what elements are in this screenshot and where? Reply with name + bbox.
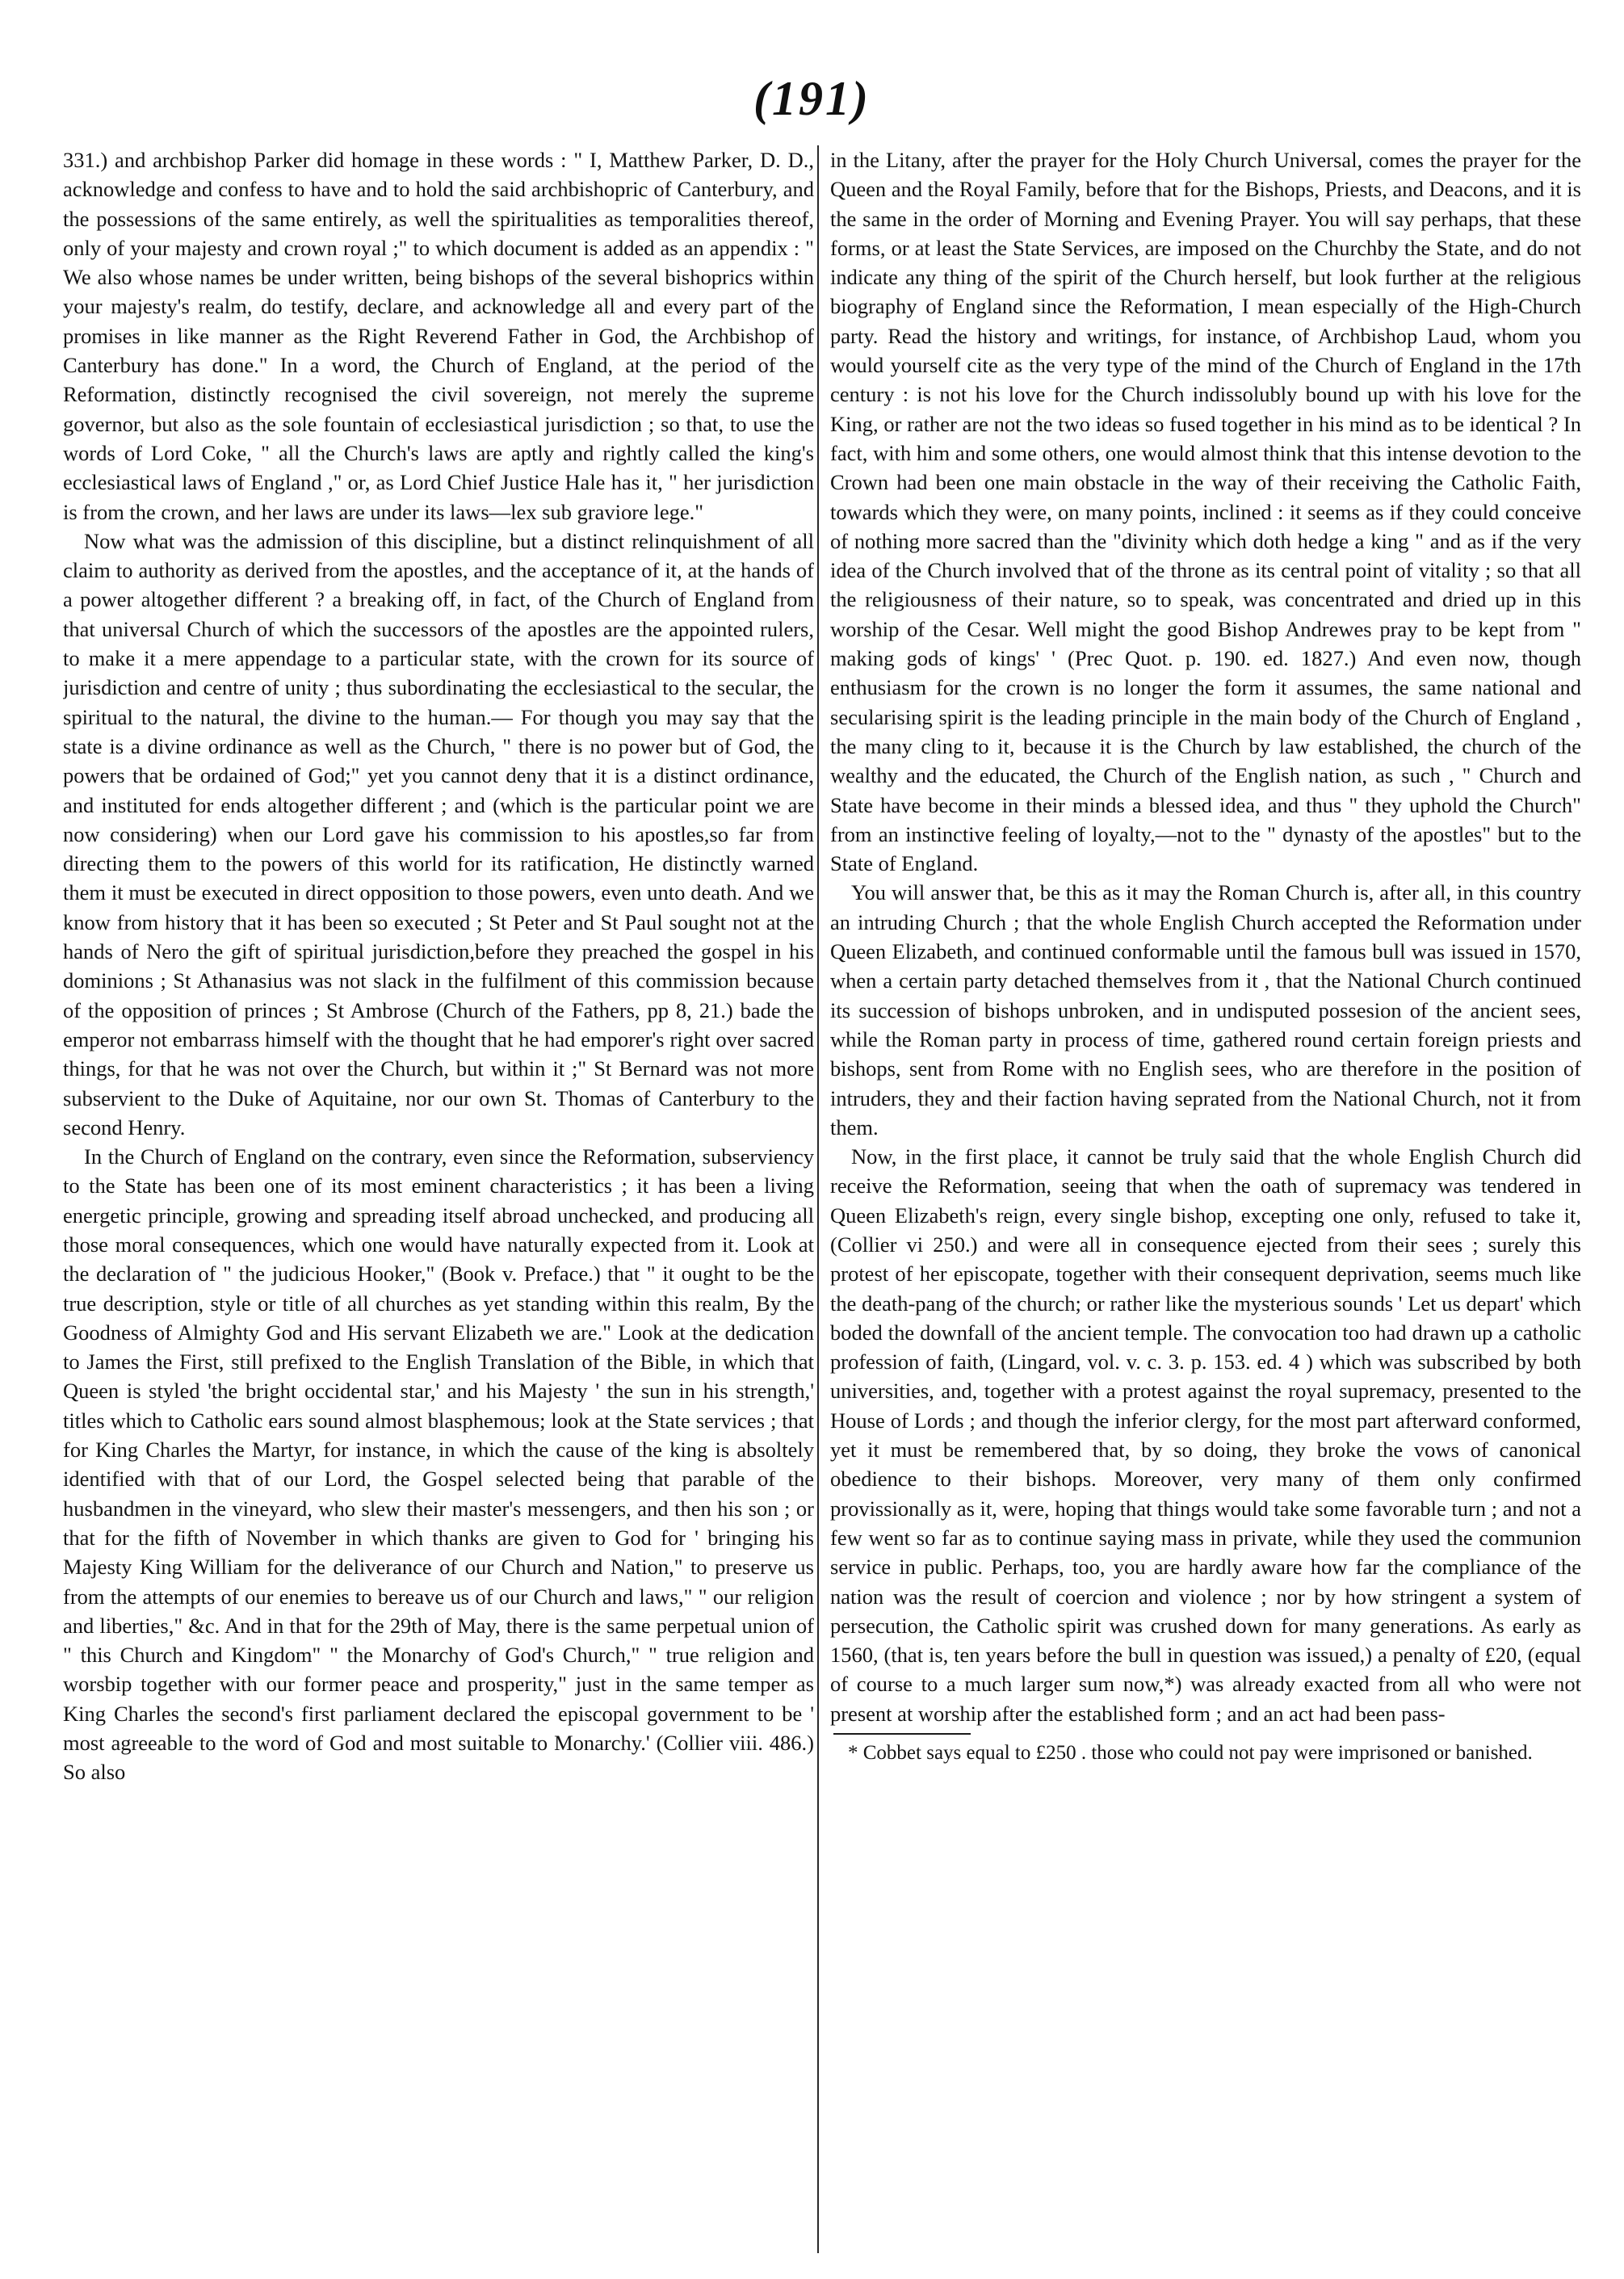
- footnote: * Cobbet says equal to £250 . those who could not pay were imprisoned or banished.: [848, 1742, 1533, 1765]
- right-paragraph-3: Now, in the first place, it cannot be truly said that the whole English Church did receive the Reformation, seeing that when the oath of supremacy was tendered in Queen Elizabeth's reign, every single bishop, excepting one only, refused to take it, (Collier vi 250.) and were all in consequence ejected from their sees ; surely this protest of her episcopate, together with their consequent deprivation, seems much like the death-pang of the church; or rather like the mysterious sounds ' Let us depart' which boded the downfall of the ancient temple. The convocation too had drawn up a catholic profession of faith, (Lingard, vol. v. c. 3. p. 153. ed. 4 ) which was subscribed by both universities, and, together with a protest against the royal supremacy, presented to the House of Lords ; and though the inferior clergy, for the most part afterward conformed, yet it must be remembered that, by so doing, they broke the vows of canonical obedience to their bishops. Moreover, very many of them only confirmed provissionally as it, were, hoping that things would take some favorable turn ; and not a few went so far as to continue saying mass in private, while they used the communion service in public. Perhaps, too, you are hardly aware how far the compliance of the nation was the result of coercion and violence ; nor by how stringent a system of persecution, the Catholic spirit was crushed down for many generations. As early as 1560, (that is, ten years before the bull in question was issued,) a penalty of £20, (equal of course to a much larger sum now,*) was already exacted from all who were not present at worship after the established form ; and an act had been pass-: [830, 1144, 1581, 1726]
- column-divider: [817, 145, 819, 2253]
- footnote-rule: [833, 1733, 971, 1735]
- left-paragraph-3: In the Church of England on the contrary, even since the Reformation, subserviency to the State has been one of its most eminent characteristics ; it has been a living energetic principle, growing and spreading itself abroad unchecked, and producing all those moral consequences, which one would have naturally expected from it. Look at the declaration of " the judicious Hooker," (Book v. Preface.) that " it ought to be the true description, style or title of all churches as yet standing within this realm, By the Goodness of Almighty God and His servant Elizabeth we are." Look at the dedication to James the First, still prefixed to the English Translation of the Bible, in which that Queen is styled 'the bright occidental star,' and his Majesty ' the sun in his strength,' titles which to Catholic ears sound almost blasphemous; look at the State services ; that for King Charles the Martyr, for instance, in which the cause of the king is absoltely identified with that of our Lord, the Gospel selected being that parable of the husbandmen in the vineyard, who slew their master's messengers, and then his son ; or that for the fifth of November in which thanks are given to God for ' bringing his Majesty King William for the deliverance of our Church and Nation," to preserve us from the attempts of our enemies to bereave us of our Church and laws," " our religion and liberties," &c. And in that for the 29th of May, there is the same perpetual union of " this Church and Kingdom" " the Monarchy of God's Church," " true religion and worsbip together with our former peace and prosperity," just in the same temper as King Charles the second's first parliament declared the episcopal government to be ' most agreeable to the word of God and most suitable to Monarchy.' (Collier viii. 486.) So also: [63, 1144, 814, 1785]
- left-column: [63, 145, 814, 2253]
- right-paragraph-1: in the Litany, after the prayer for the Holy Church Universal, comes the prayer for the Queen and the Royal Family, before that for the Bishops, Priests, and Deacons, and it is the same in the order of Morning and Evening Prayer. You will say perhaps, that these forms, or at least the State Services, are imposed on the Churchby the State, and do not indicate any thing of the spirit of the Church herself, but look further at the religious biography of England since the Reformation, I mean especially of the High-Church party. Read the history and writings, for instance, of Archbishop Laud, whom you would yourself cite as the very type of the mind of the Church of England in the 17th century : is not his love for the Church indissolubly bound up with his love for the King, or rather are not the two ideas so fused together in his mind as to be identical ? In fact, with him and some others, one would almost think that this intense devotion to the Crown had been one main obstacle in the way of their receiving the Catholic Faith, towards which they were, on many points, inclined : it seems as if they could conceive of nothing more sacred than the "divinity which doth hedge a king " and as if the very idea of the Church involved that of the throne as its central point of vitality ; so that all the religiousness of their nature, so to speak, was concentrated and dried up in this worship of the Cesar. Well might the good Bishop Andrewes pray to be kept from " making gods of kings' ' (Prec Quot. p. 190. ed. 1827.) And even now, though enthusiasm for the crown is no longer the form it assumes, the same national and secularising spirit is the leading principle in the main body of the Church of England , the many cling to it, because it is the Church by law established, the church of the wealthy and the educated, the Church of the English nation, as such , " Church and State have become in their minds a blessed idea, and thus " they uphold the Church" from an instinctive feeling of loyalty,—not to the " dynasty of the apostles" but to the State of England.: [830, 148, 1581, 876]
- left-paragraph-2: Now what was the admission of this discipline, but a distinct relinquishment of all claim to authority as derived from the apostles, and the acceptance of it, at the hands of a power altogether different ? a breaking off, in fact, of the Church of England from that universal Church of which the successors of the apostles are the appointed rulers, to make it a mere appendage to a particular state, with the crown for its source of jurisdiction and centre of unity ; thus subordinating the ecclesiastical to the secular, the spiritual to the natural, the divine to the human.— For though you may say that the state is a divine ordinance as well as the Church, " there is no power but of God, the powers that be ordained of God;" yet you cannot deny that it is a distinct ordinance, and instituted for ends altogether different ; and (which is the particular point we are now considering) when our Lord gave his commission to his apostles,so far from directing them to the powers of this world for its ratification, He distinctly warned them it must be executed in direct opposition to those powers, even unto death. And we know from history that it has been so executed ; St Peter and St Paul sought not at the hands of Nero the gift of spiritual jurisdiction,before they preached the gospel in his dominions ; St Athanasius was not slack in the fulfilment of this commission because of the opposition of princes ; St Ambrose (Church of the Fathers, pp 8, 21.) bade the emperor not embarrass himself with the thought that he had emporer's right over sacred things, for that he was not over the Church, but within it ;" St Bernard was not more subservient to the Duke of Aquitaine, nor our own St. Thomas of Canterbury to the second Henry.: [63, 528, 814, 1140]
- left-paragraph-1: 331.) and archbishop Parker did homage in these words : " I, Matthew Parker, D. D., acknowledge and confess to have and to hold the said archbishopric of Canterbury, and the possessions of the same entirely, as well the spiritualities as temporalities thereof, only of your majesty and crown royal ;" to which document is added as an appendix : " We also whose names be under written, being bishops of the several bishoprics within your majesty's realm, do testify, declare, and acknowledge all and every part of the promises in like manner as the Right Reverend Father in God, the Archbishop of Canterbury has done." In a word, the Church of England, at the period of the Reformation, distinctly recognised the civil sovereign, not merely the supreme governor, but also as the sole fountain of ecclesiastical jurisdiction ; so that, to use the words of Lord Coke, " all the Church's laws are aptly and rightly called the king's ecclesiastical laws of England ," or, as Lord Chief Justice Hale has it, " her jurisdiction is from the crown, and her laws are under its laws—lex sub graviore lege.": [63, 148, 814, 524]
- right-column: [830, 145, 1581, 2253]
- right-paragraph-2: You will answer that, be this as it may the Roman Church is, after all, in this country an intruding Church ; that the whole English Church accepted the Reformation under Queen Elizabeth, and continued conformable until the famous bull was issued in 1570, when a certain party detached themselves from it , that the National Church continued its succession of bishops unbroken, and in undisputed possesion of the ancient sees, while the Roman party in process of time, gathered round certain foreign priests and bishops, sent from Rome with no English sees, who are therefore in the position of intruders, they and their faction having seprated from the National Church, not it from them.: [830, 880, 1581, 1140]
- page-number: (191): [753, 72, 871, 125]
